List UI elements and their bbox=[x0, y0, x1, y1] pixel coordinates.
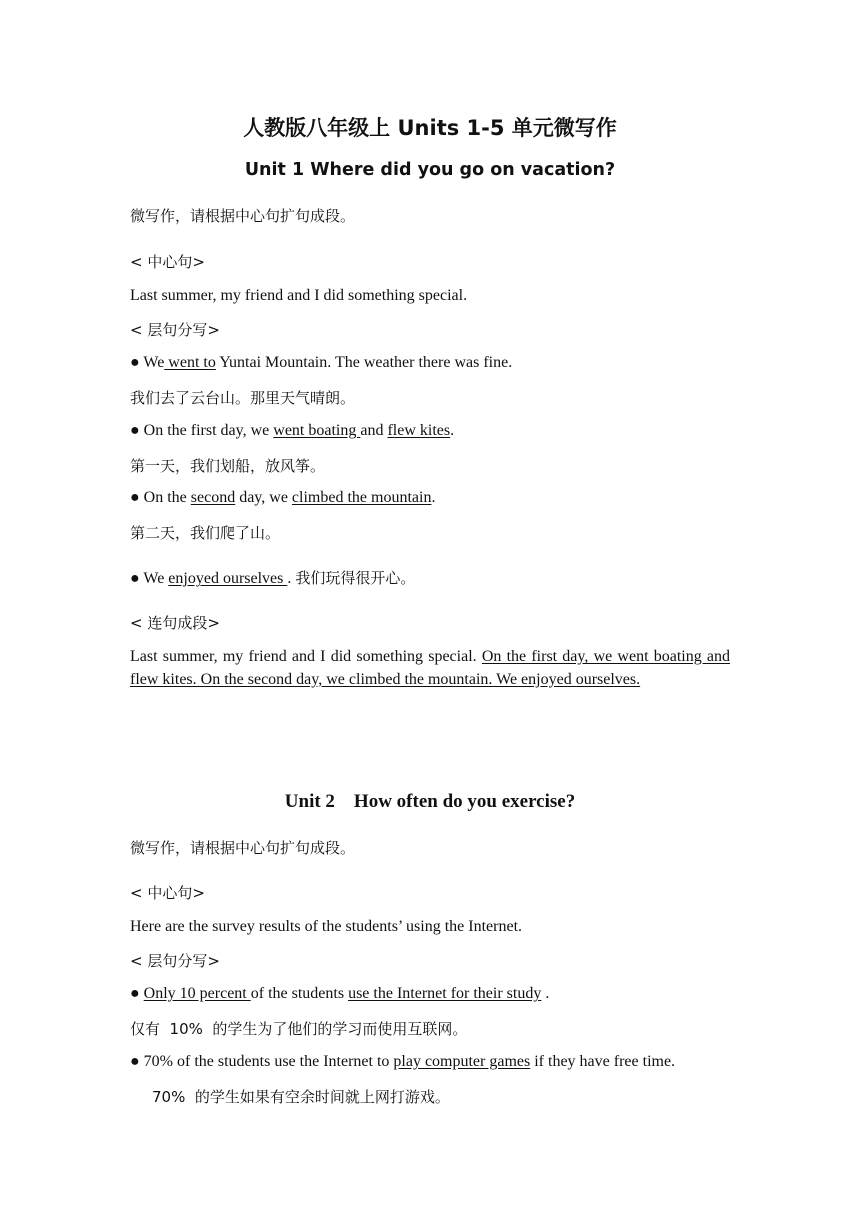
unit1-bullet-3: ● On the second day, we climbed the mountain. bbox=[130, 489, 436, 506]
unit2-bullet-2: ● 70% of the students use the Internet to play computer games if they have free time. bbox=[130, 1053, 676, 1070]
unit1-center-sentence: Last summer, my friend and I did something special. bbox=[130, 287, 468, 304]
unit2-heading: Unit 2 How often do you exercise? bbox=[284, 791, 576, 812]
unit2-bullet-1: ● Only 10 percent of the students use the Internet for their study . bbox=[130, 985, 550, 1002]
unit1-instruction: 微写作，请根据中心句扩句成段。 bbox=[130, 207, 356, 225]
unit1-layer-label: < 层句分写> bbox=[130, 321, 220, 339]
unit2-instruction: 微写作，请根据中心句扩句成段。 bbox=[130, 839, 356, 857]
unit2-center-sentence: Here are the survey results of the students’ using the Internet. bbox=[130, 918, 523, 935]
unit1-center-label: < 中心句> bbox=[130, 253, 205, 271]
unit2-bullet-1-translation: 仅有 10% 的学生为了他们的学习而使用互联网。 bbox=[130, 1020, 468, 1038]
document-title: 人教版八年级上 Units 1-5 单元微写作 bbox=[243, 116, 617, 140]
unit1-bullet-2: ● On the first day, we went boating and flew kites. bbox=[130, 422, 455, 439]
unit1-heading: Unit 1 Where did you go on vacation? bbox=[244, 160, 616, 180]
unit1-bullet-1: ● We went to Yuntai Mountain. The weather there was fine. bbox=[130, 354, 513, 371]
unit1-bullet-4: ● We enjoyed ourselves . 我们玩得很开心。 bbox=[130, 569, 416, 587]
unit1-bullet-1-translation: 我们去了云台山。那里天气晴朗。 bbox=[130, 389, 356, 407]
unit2-layer-label: < 层句分写> bbox=[130, 952, 220, 970]
unit1-join-label: < 连句成段> bbox=[130, 614, 220, 632]
unit1-joined-paragraph: Last summer, my friend and I did something special. On the first day, we went boating and flew kites. On the second day, we climbed the mountain. We enjoyed ourselves. bbox=[130, 648, 731, 688]
unit2-bullet-2-translation: 70% 的学生如果有空余时间就上网打游戏。 bbox=[152, 1088, 450, 1106]
unit2-center-label: < 中心句> bbox=[130, 884, 205, 902]
unit1-bullet-2-translation: 第一天，我们划船，放风筝。 bbox=[130, 457, 326, 475]
unit1-bullet-3-translation: 第二天，我们爬了山。 bbox=[130, 524, 281, 542]
